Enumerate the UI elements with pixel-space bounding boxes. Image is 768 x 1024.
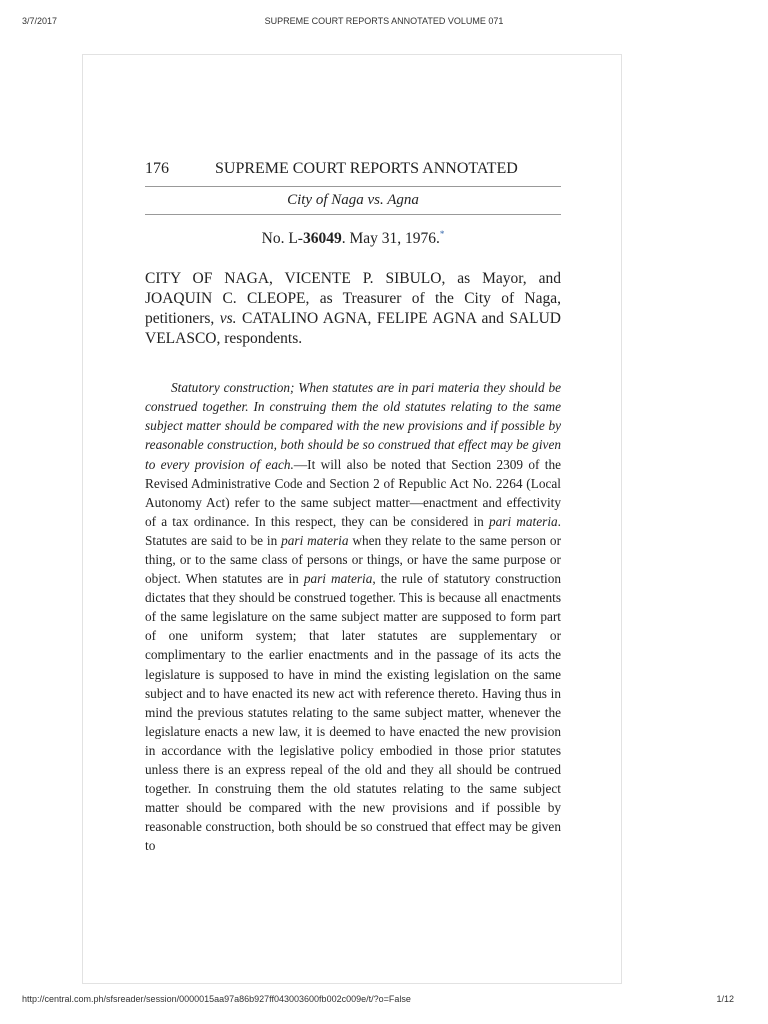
syllabus-headnote: Statutory construction; When statutes are in pari materia they should be construed together. In construing them the old statutes relating to the same subject matter should be compared with the new provisions and if possible by reasonable construction, both should be so construed that effect may be given to every provision of each.	[145, 380, 561, 472]
case-number-prefix: No. L-	[261, 230, 303, 248]
syllabus-text: —It will also be noted that Section 2309 of the Revised Administrative Code and Section 2 of Republic Act No. 2264 (Local Autonomy Act) refer to the same subject matter—enactment and effectivity of a tax ordinance. In this respect, they can be considered in	[145, 456, 561, 529]
header-rule	[145, 186, 561, 187]
case-number	[145, 229, 561, 248]
page-content	[145, 160, 561, 856]
running-header	[145, 160, 561, 186]
case-date: . May 31, 1976.	[341, 230, 440, 248]
print-title: SUPREME COURT REPORTS ANNOTATED VOLUME 071	[264, 16, 504, 26]
running-header-title: SUPREME COURT REPORTS ANNOTATED	[215, 160, 518, 177]
syllabus-term: pari materia	[488, 513, 558, 529]
print-url: http://central.com.ph/sfsreader/session/0000015aa97a86b927ff043003600fb002c009e/t/?o=False	[22, 994, 411, 1004]
print-footer	[0, 994, 768, 1010]
syllabus-term: pari materia	[303, 571, 373, 587]
syllabus-text: , the rule of statutory construction dictates that they should be construed together. This is because all enactments of the same legislature on the same subject matter are supposed to form part of one uniform system; that later statutes are supplementary or complimentary to the earlier enactments and in the passage of its acts the legislature is supposed to have in mind the existing legislation on the same subject and to have enacted its new act with reference thereto. Having thus in mind the previous statutes relating to the same subject matter, whenever the legislature enacts a new law, it is deemed to have enacted the new provision in accordance with the legislative policy embodied in those prior statutes unless there is an express repeal of the old and they all should be contrued together. In construing them the old statutes relating to the same subject matter should be compared with the new provisions and if possible by reasonable construction, both should be so construed that effect may be given to	[145, 571, 562, 854]
parties	[145, 269, 561, 349]
print-page-count: 1/12	[716, 994, 734, 1004]
versus-text: vs.	[219, 310, 237, 328]
print-header	[0, 16, 768, 32]
case-title: City of Naga vs. Agna	[287, 192, 419, 208]
footnote-link[interactable]: *	[439, 229, 445, 239]
respondents-text: CATALINO AGNA, FELIPE AGNA and SALUD VELASCO, respondents.	[145, 310, 562, 348]
case-number-value: 36049	[302, 230, 342, 248]
print-date: 3/7/2017	[22, 16, 58, 26]
syllabus-text: . Statutes are said to be in	[145, 513, 561, 548]
page-number: 176	[145, 160, 169, 177]
syllabus-paragraph	[145, 378, 561, 855]
petitioners-text: CITY OF NAGA, VICENTE P. SIBULO, as Mayor, and JOAQUIN C. CLEOPE, as Treasurer of the City of Naga, petitioners,	[145, 270, 561, 328]
syllabus-text: when they relate to the same person or thing, or to the same class of persons or things, or have the same purpose or object. When statutes are in	[145, 532, 562, 587]
case-title-rule	[145, 214, 561, 215]
syllabus-term: pari materia	[281, 532, 349, 548]
